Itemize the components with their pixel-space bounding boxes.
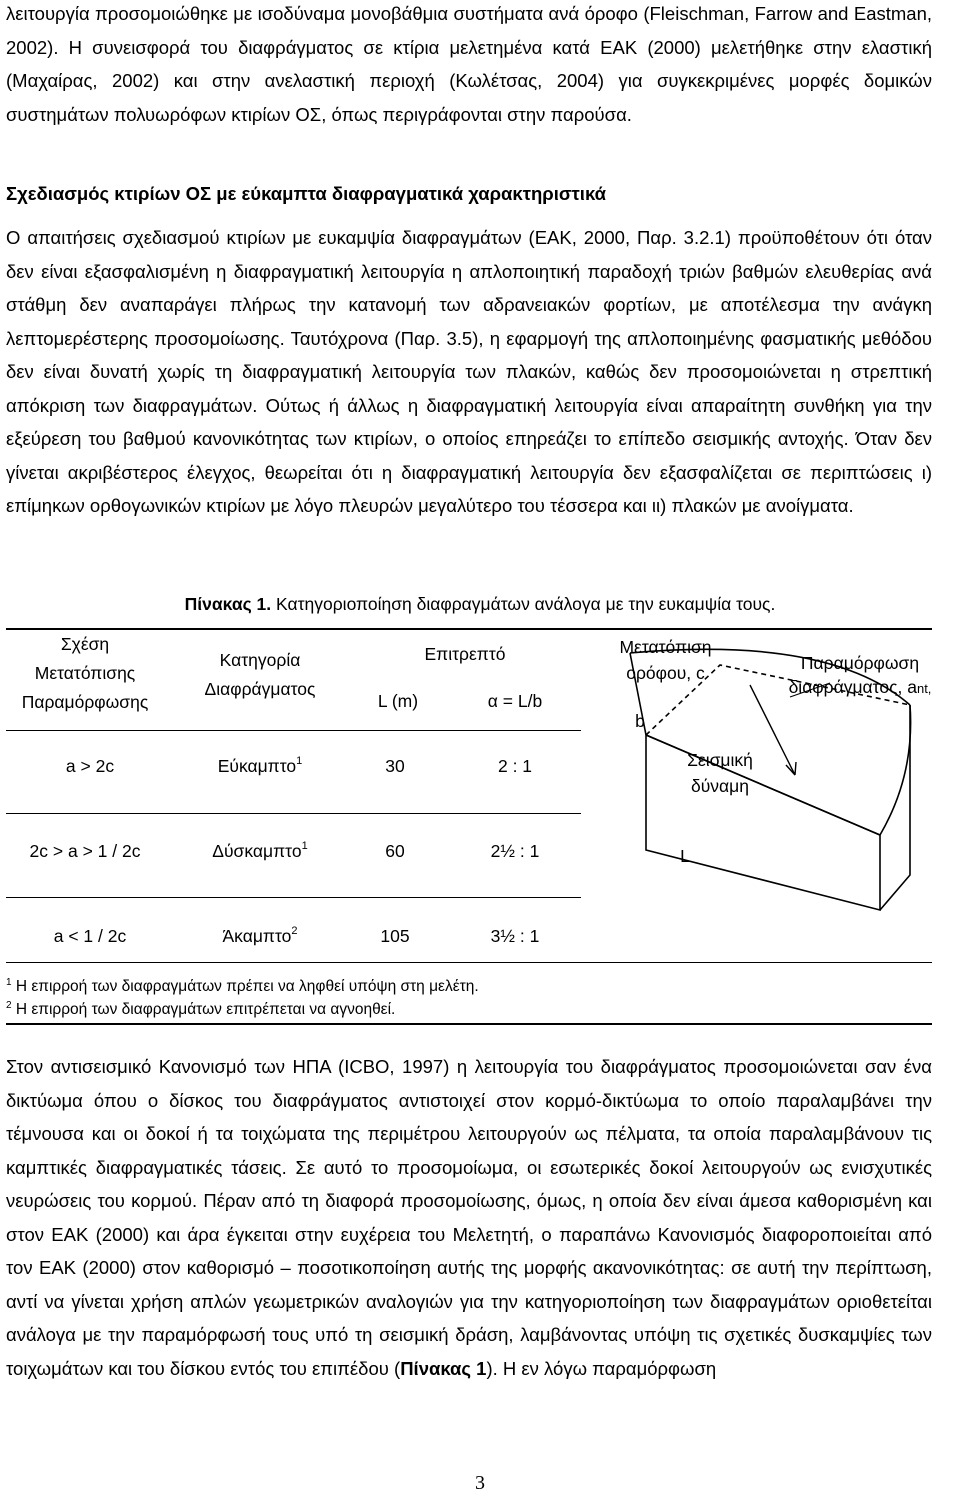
header-relation-line3: Παραμόρφωσης [21, 692, 149, 712]
header-relation-line1: Σχέση [60, 634, 110, 654]
header-category-line1: Κατηγορία [219, 650, 301, 670]
row2-category: Δύσκαμπτο$^1$ [212, 840, 308, 861]
header-ratio: α = L/b [487, 691, 543, 711]
page-number: 3 [475, 1472, 485, 1494]
table-bottom-rule [6, 1023, 932, 1025]
header-allowed: Επιτρεπτό [424, 644, 506, 664]
table-caption-text: Κατηγοριοποίηση διαφραγμάτων ανάλογα με την ευκαμψία τους. [276, 594, 776, 614]
table-caption [0, 591, 960, 617]
diagram-label-L: L [680, 846, 690, 866]
top-right-edge [880, 705, 911, 835]
row2-relation: 2c > a > 1 / 2c [29, 841, 141, 861]
design-paragraph: Ο απαιτήσεις σχεδιασμού κτιρίων με ευκαμψία διαφραγμάτων (ΕΑΚ, 2000, Παρ. 3.2.1) προϋποθέτουν ότι όταν δεν είναι εξασφαλισμένη η διαφραγματική λειτουργία η απλοποιητική παραδοχή τριών βαθμών ελευθερίας ανά στάθμη δεν αναπαράγει πλήρως την κατανομή των αδρανειακών φορτίων, με αποτέλεσμα την ανάγκη λεπτομερέστερης προσομοίωσης. Ταυτόχρονα (Παρ. 3.5), η εφαρμογή της απλοποιημένης φασματικής μεθόδου δεν είναι δυνατή χωρίς τη διαφραγματική λειτουργία των πλακών, καθώς δεν προσομοιώνεται η στρεπτική απόκριση των διαφραγμάτων. Ούτως ή άλλως η διαφραγματική λειτουργία είναι απαραίτητη συνθήκη για την εξεύρεση του βαθμού κανονικότητας των κτιρίων, ο οποίος επηρεάζει το επίπεδο σεισμικής αντοχής. Όταν δεν γίνεται ακριβέστερος έλεγχος, θεωρείται ότι η διαφραγματική λειτουργία δεν εξασφαλίζεται σε περιπτώσεις ι) επίμηκων ορθογωνικών κτιρίων με λόγο πλευρών μεγαλύτερο του τέσσερα και ιι) πλακών με ανοίγματα. [6, 227, 932, 516]
footnote-1: $^1$ Η επιρροή των διαφραγμάτων πρέπει να ληφθεί υπόψη στη μελέτη. [6, 976, 479, 995]
diagram-deformation-line2: διαφράγματος, ant, [788, 677, 932, 697]
diagram-force-line2: δύναμη [691, 776, 749, 796]
section-heading: Σχεδιασμός κτιρίων ΟΣ με εύκαμπτα διαφραγματικά χαρακτηριστικά [6, 183, 607, 204]
row3-category: Άκαμπτο$^2$ [222, 925, 298, 946]
diagram-force-line1: Σεισμική [687, 750, 753, 770]
table-reference: Πίνακας 1 [400, 1357, 487, 1379]
table-caption-label: Πίνακας 1. [184, 594, 272, 614]
header-bottom-rule [6, 730, 581, 731]
diagram-displacement-line1: Μετατόπιση [619, 637, 712, 657]
row1-length: 30 [385, 756, 405, 776]
row3-relation: a < 1 / 2c [53, 926, 127, 946]
right-face [880, 705, 910, 910]
header-category-line2: Διαφράγματος [204, 679, 316, 699]
diagram-displacement-line2: ορόφου, c [626, 663, 705, 683]
icbo-paragraph: Στον αντισεισμικό Κανονισμό των ΗΠΑ (ICBO, 1997) η λειτουργία του διαφράγματος προσομοιώνεται σαν ένα δικτύωμα όπου ο δίσκος του διαφράγματος αντιστοιχεί στον κορμό-δικτύωμα το οποίο παραλαμβάνει την τέμνουσα και οι δοκοί ή τα τοιχώματα της περιμέτρου λειτουργούν ως πέλματα, τα οποία παραλαμβάνουν τις καμπτικές διαφραγματικές τάσεις. Σε αυτό το προσομοίωμα, οι εσωτερικές δοκοί λειτουργούν ως ενισχυτικές νευρώσεις του κορμού. Πέραν από τη διαφορά προσομοίωσης, όμως, η οποία δεν είναι άμεσα καθορισμένη και στον ΕΑΚ (2000) και άρα έγκειται στην ευχέρεια του Μελετητή, ο παραπάνω Κανονισμός διαφοροποιείται από τον ΕΑΚ (2000) στον καθορισμό – ποσοτικοποίηση αυτής της μορφής ακανονικότητας: σε αυτή την περίπτωση, αντί να γίνεται χρήση απλών γεωμετρικών αναλογιών για την κατηγοριοποίηση των διαφραγμάτων οριοθετείται ανάλογα με την παραμόρφωσή τους υπό τη σεισμική δράση, λαμβάνοντας υπόψη τις σχετικές δυσκαμψίες των τοιχωμάτων και του δίσκου εντός του επιπέδου (Πίνακας 1). Η εν λόγω παραμόρφωση [6, 1056, 932, 1379]
intro-paragraph: λειτουργία προσομοιώθηκε με ισοδύναμα μονοβάθμια συστήματα ανά όροφο (Fleischman, Farrow and Eastman, 2002). Η συνεισφορά του διαφράγματος σε κτίρια μελετημένα κατά ΕΑΚ (2000) μελετήθηκε στην ελαστική (Μαχαίρας, 2002) και στην ανελαστική περιοχή (Κωλέτσας, 2004) για συγκεκριμένες μορφές δομικών συστημάτων πολυωρόφων κτιρίων ΟΣ, όπως περιγράφονται στην παρούσα. [6, 3, 932, 125]
footnote-2: $^2$ Η επιρροή των διαφραγμάτων επιτρέπεται να αγνοηθεί. [6, 999, 396, 1018]
row2-ratio: 2½ : 1 [490, 841, 540, 861]
row1-ratio: 2 : 1 [497, 756, 533, 776]
footnote-top-rule [6, 962, 932, 963]
row3-length: 105 [380, 926, 410, 946]
diagram-deformation-line1: Παραμόρφωση [800, 653, 920, 673]
row2-length: 60 [385, 841, 405, 861]
header-relation-line2: Μετατόπισης [34, 663, 136, 683]
header-length: L (m) [377, 691, 419, 711]
row2-bottom-rule [6, 897, 581, 898]
row1-relation: a > 2c [65, 756, 115, 776]
diagram-label-b: b [635, 711, 645, 731]
row3-ratio: 3½ : 1 [490, 926, 540, 946]
row1-bottom-rule [6, 813, 581, 814]
row1-category: Εύκαμπτο$^1$ [217, 755, 303, 776]
